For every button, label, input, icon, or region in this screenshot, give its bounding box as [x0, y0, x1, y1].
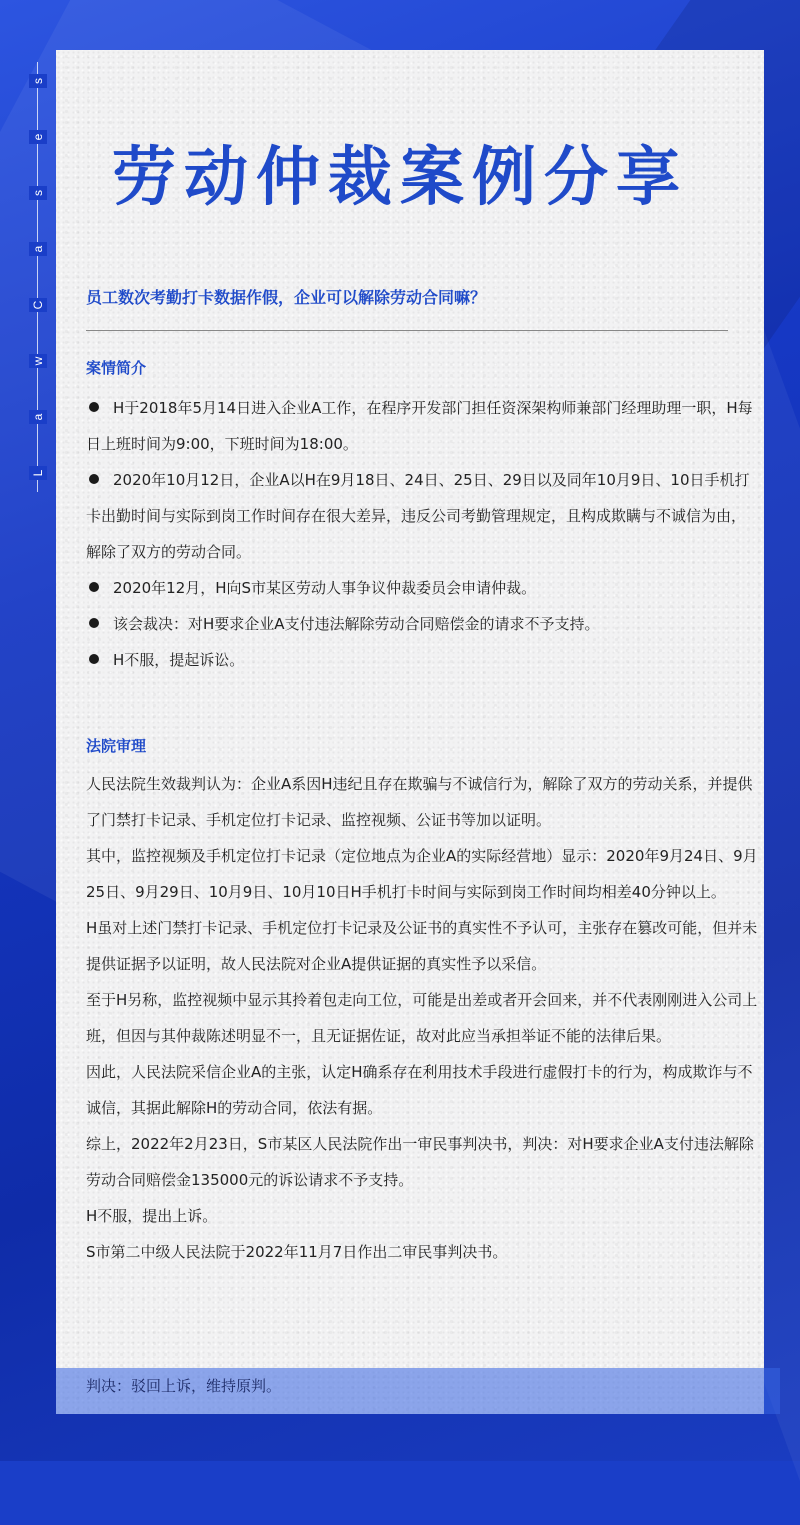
- side-letter: s: [29, 186, 47, 200]
- list-item-text: H不服，提起诉讼。: [113, 651, 245, 669]
- case-summary-list: [86, 390, 758, 678]
- paragraph: H虽对上述门禁打卡记录、手机定位打卡记录及公证书的真实性不予认可，主张存在篡改可能，但并未提供证据予以证明，故人民法院对企业A提供证据的真实性予以采信。: [86, 919, 758, 973]
- paragraph: S市第二中级人民法院于2022年11月7日作出二审民事判决书。: [86, 1243, 508, 1261]
- section-heading-case-summary: 案情简介: [86, 359, 147, 377]
- paragraph: 因此，人民法院采信企业A的主张，认定H确系存在利用技术手段进行虚假打卡的行为，构成欺诈与不诚信，其据此解除H的劳动合同，依法有据。: [86, 1063, 753, 1117]
- section-heading-court-trial: 法院审理: [86, 737, 147, 755]
- side-letter: L: [29, 466, 47, 480]
- page-title: 劳动仲裁案例分享: [112, 141, 688, 215]
- side-letters: [26, 62, 50, 492]
- paragraph: 其中，监控视频及手机定位打卡记录（定位地点为企业A的实际经营地）显示：2020年9月24日、9月25日、9月29日、10月9日、10月10日H手机打卡时间与实际到岗工作时间均相差40分钟以上。: [86, 847, 758, 901]
- bullet-icon: [89, 654, 99, 664]
- bullet-icon: [89, 474, 99, 484]
- side-letter: w: [29, 354, 47, 368]
- paragraph: 人民法院生效裁判认为：企业A系因H违纪且存在欺骗与不诚信行为，解除了双方的劳动关系，并提供了门禁打卡记录、手机定位打卡记录、监控视频、公证书等加以证明。: [86, 775, 753, 829]
- paragraph: 至于H另称，监控视频中显示其拎着包走向工位，可能是出差或者开会回来，并不代表刚刚进入公司上班，但因与其仲裁陈述明显不一，且无证据佐证，故对此应当承担举证不能的法律后果。: [86, 991, 758, 1045]
- list-item-text: 该会裁决：对H要求企业A支付违法解除劳动合同赔偿金的请求不予支持。: [113, 615, 600, 633]
- bullet-icon: [89, 582, 99, 592]
- list-item: [86, 642, 758, 678]
- list-item-text: H于2018年5月14日进入企业A工作，在程序开发部门担任资深架构师兼部门经理助理一职，H每日上班时间为9:00，下班时间为18:00。: [86, 399, 753, 453]
- list-item-text: 2020年12月，H向S市某区劳动人事争议仲裁委员会申请仲裁。: [113, 579, 537, 597]
- court-trial-body: [86, 766, 758, 1270]
- side-decoration: [26, 62, 50, 492]
- side-letter: s: [29, 74, 47, 88]
- case-question: 员工数次考勤打卡数据作假，企业可以解除劳动合同嘛？: [86, 288, 487, 307]
- divider: [86, 330, 728, 331]
- list-item: [86, 390, 758, 462]
- list-item: [86, 570, 758, 606]
- list-item: [86, 462, 758, 570]
- list-item: [86, 606, 758, 642]
- bullet-icon: [89, 618, 99, 628]
- list-item-text: 2020年10月12日，企业A以H在9月18日、24日、25日、29日以及同年10月9日、10日手机打卡出勤时间与实际到岗工作时间存在很大差异，违反公司考勤管理规定，且构成欺瞒与不诚信为由，解除了双方的劳动合同。: [86, 471, 750, 561]
- side-letter: a: [29, 410, 47, 424]
- side-letter: a: [29, 242, 47, 256]
- verdict-text: 判决：驳回上诉，维持原判。: [86, 1377, 282, 1395]
- side-letter: e: [29, 130, 47, 144]
- paragraph: H不服，提出上诉。: [86, 1207, 218, 1225]
- side-letter: C: [29, 298, 47, 312]
- bullet-icon: [89, 402, 99, 412]
- paragraph: 综上，2022年2月23日，S市某区人民法院作出一审民事判决书，判决：对H要求企业A支付违法解除劳动合同赔偿金135000元的诉讼请求不予支持。: [86, 1135, 754, 1189]
